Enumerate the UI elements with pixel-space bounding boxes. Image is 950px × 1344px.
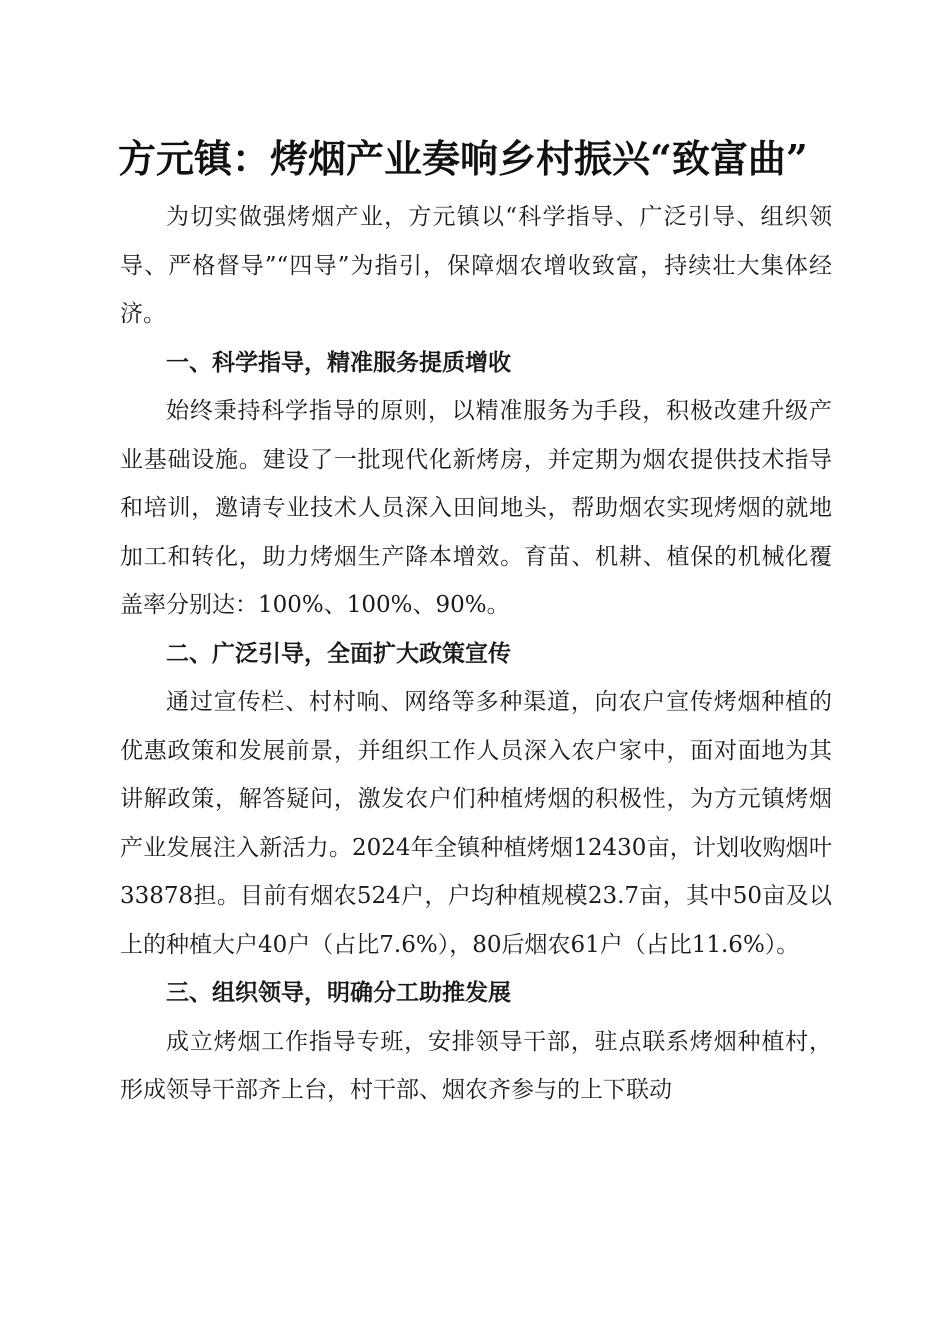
section-paragraph-2: 通过宣传栏、村村响、网络等多种渠道，向农户宣传烤烟种植的优惠政策和发展前景，并组织工作人员深入农户家中，面对面地为其讲解政策，解答疑问，激发农户们种植烤烟的积极性，为方元镇烤烟产业发展注入新活力。2024年全镇种植烤烟12430亩，计划收购烟叶33878担。目前有烟农524户，户均种植规模23.7亩，其中50亩及以上的种植大户40户（占比7.6%），80后烟农61户（占比11.6%）。 xyxy=(120,689,832,958)
section-paragraph-3: 成立烤烟工作指导专班，安排领导干部，驻点联系烤烟种植村，形成领导干部齐上台，村干部、烟农齐参与的上下联动 xyxy=(120,1028,832,1103)
document-title: 方元镇：烤烟产业奏响乡村振兴“致富曲” xyxy=(118,136,808,181)
section-paragraph-1: 始终秉持科学指导的原则，以精准服务为手段，积极改建升级产业基础设施。建设了一批现代化新烤房，并定期为烟农提供技术指导和培训，邀请专业技术人员深入田间地头，帮助烟农实现烤烟的就地加工和转化，助力烤烟生产降本增效。育苗、机耕、植保的机械化覆盖率分别达：100%、100%、90%。 xyxy=(120,398,832,618)
intro-paragraph: 为切实做强烤烟产业，方元镇以“科学指导、广泛引导、组织领导、严格督导”“四导”为指引，保障烟农增收致富，持续壮大集体经济。 xyxy=(120,204,832,327)
section-heading-1: 一、科学指导，精准服务提质增收 xyxy=(166,348,511,376)
document-body xyxy=(120,193,832,1115)
section-heading-3: 三、组织领导，明确分工助推发展 xyxy=(166,979,511,1006)
section-heading-2: 二、广泛引导，全面扩大政策宣传 xyxy=(166,639,511,667)
